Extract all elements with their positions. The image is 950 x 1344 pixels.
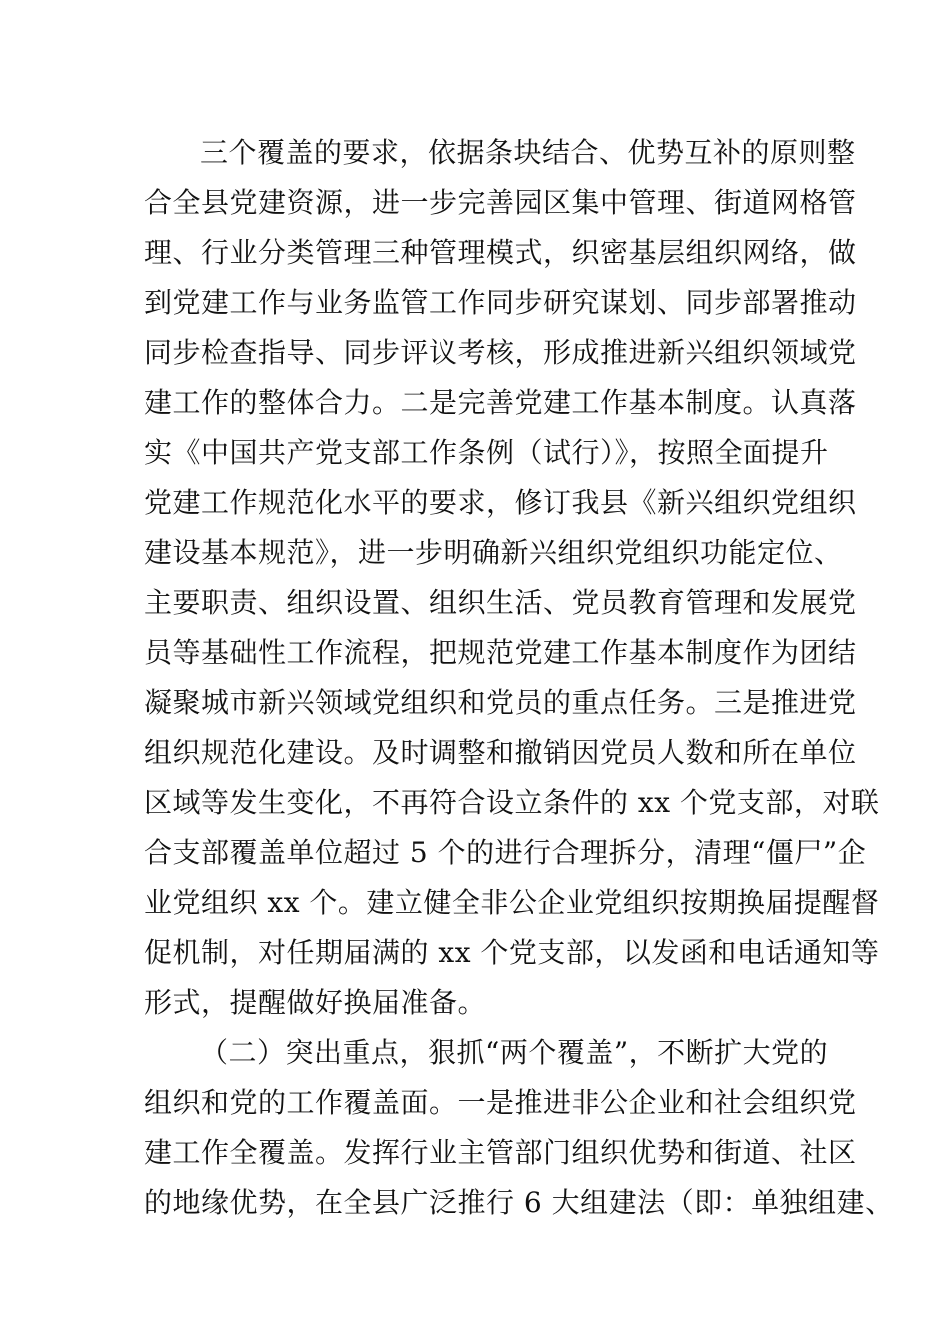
paragraph-line: 促机制，对任期届满的 xx 个党支部，以发函和电话通知等 [144,936,880,969]
paragraph-line: 主要职责、组织设置、组织生活、党员教育管理和发展党 [144,586,857,619]
paragraph-line: 同步检查指导、同步评议考核，形成推进新兴组织领域党 [144,336,857,369]
paragraph-line: 三个覆盖的要求，依据条块结合、优势互补的原则整 [200,136,856,169]
section-heading-line: （二）突出重点，狠抓“两个覆盖”，不断扩大党的 [200,1036,829,1069]
paragraph-line: 到党建工作与业务监管工作同步研究谋划、同步部署推动 [144,286,857,319]
paragraph-line: 实《中国共产党支部工作条例（试行）》，按照全面提升 [144,436,829,469]
paragraph-line: 合全县党建资源，进一步完善园区集中管理、街道网格管 [144,186,857,219]
paragraph-line: 理、行业分类管理三种管理模式，织密基层组织网络，做 [144,236,857,269]
paragraph-line: 建设基本规范》，进一步明确新兴组织党组织功能定位、 [144,536,843,569]
paragraph-line: 凝聚城市新兴领域党组织和党员的重点任务。三是推进党 [144,686,857,719]
paragraph-line: 的地缘优势，在全县广泛推行 6 大组建法（即：单独组建、 [144,1186,894,1219]
paragraph-line: 建工作的整体合力。二是完善党建工作基本制度。认真落 [144,386,857,419]
paragraph-line: 组织规范化建设。及时调整和撤销因党员人数和所在单位 [144,736,857,769]
paragraph-line: 党建工作规范化水平的要求，修订我县《新兴组织党组织 [144,486,857,519]
paragraph-line: 员等基础性工作流程，把规范党建工作基本制度作为团结 [144,636,857,669]
paragraph-line: 形式，提醒做好换届准备。 [144,986,487,1019]
paragraph-line: 业党组织 xx 个。建立健全非公企业党组织按期换届提醒督 [144,886,880,919]
paragraph-line: 建工作全覆盖。发挥行业主管部门组织优势和街道、社区 [144,1136,857,1169]
paragraph-line: 区域等发生变化，不再符合设立条件的 xx 个党支部，对联 [144,786,880,819]
paragraph-line: 组织和党的工作覆盖面。一是推进非公企业和社会组织党 [144,1086,857,1119]
paragraph-line: 合支部覆盖单位超过 5 个的进行合理拆分，清理“僵尸”企 [144,836,867,869]
